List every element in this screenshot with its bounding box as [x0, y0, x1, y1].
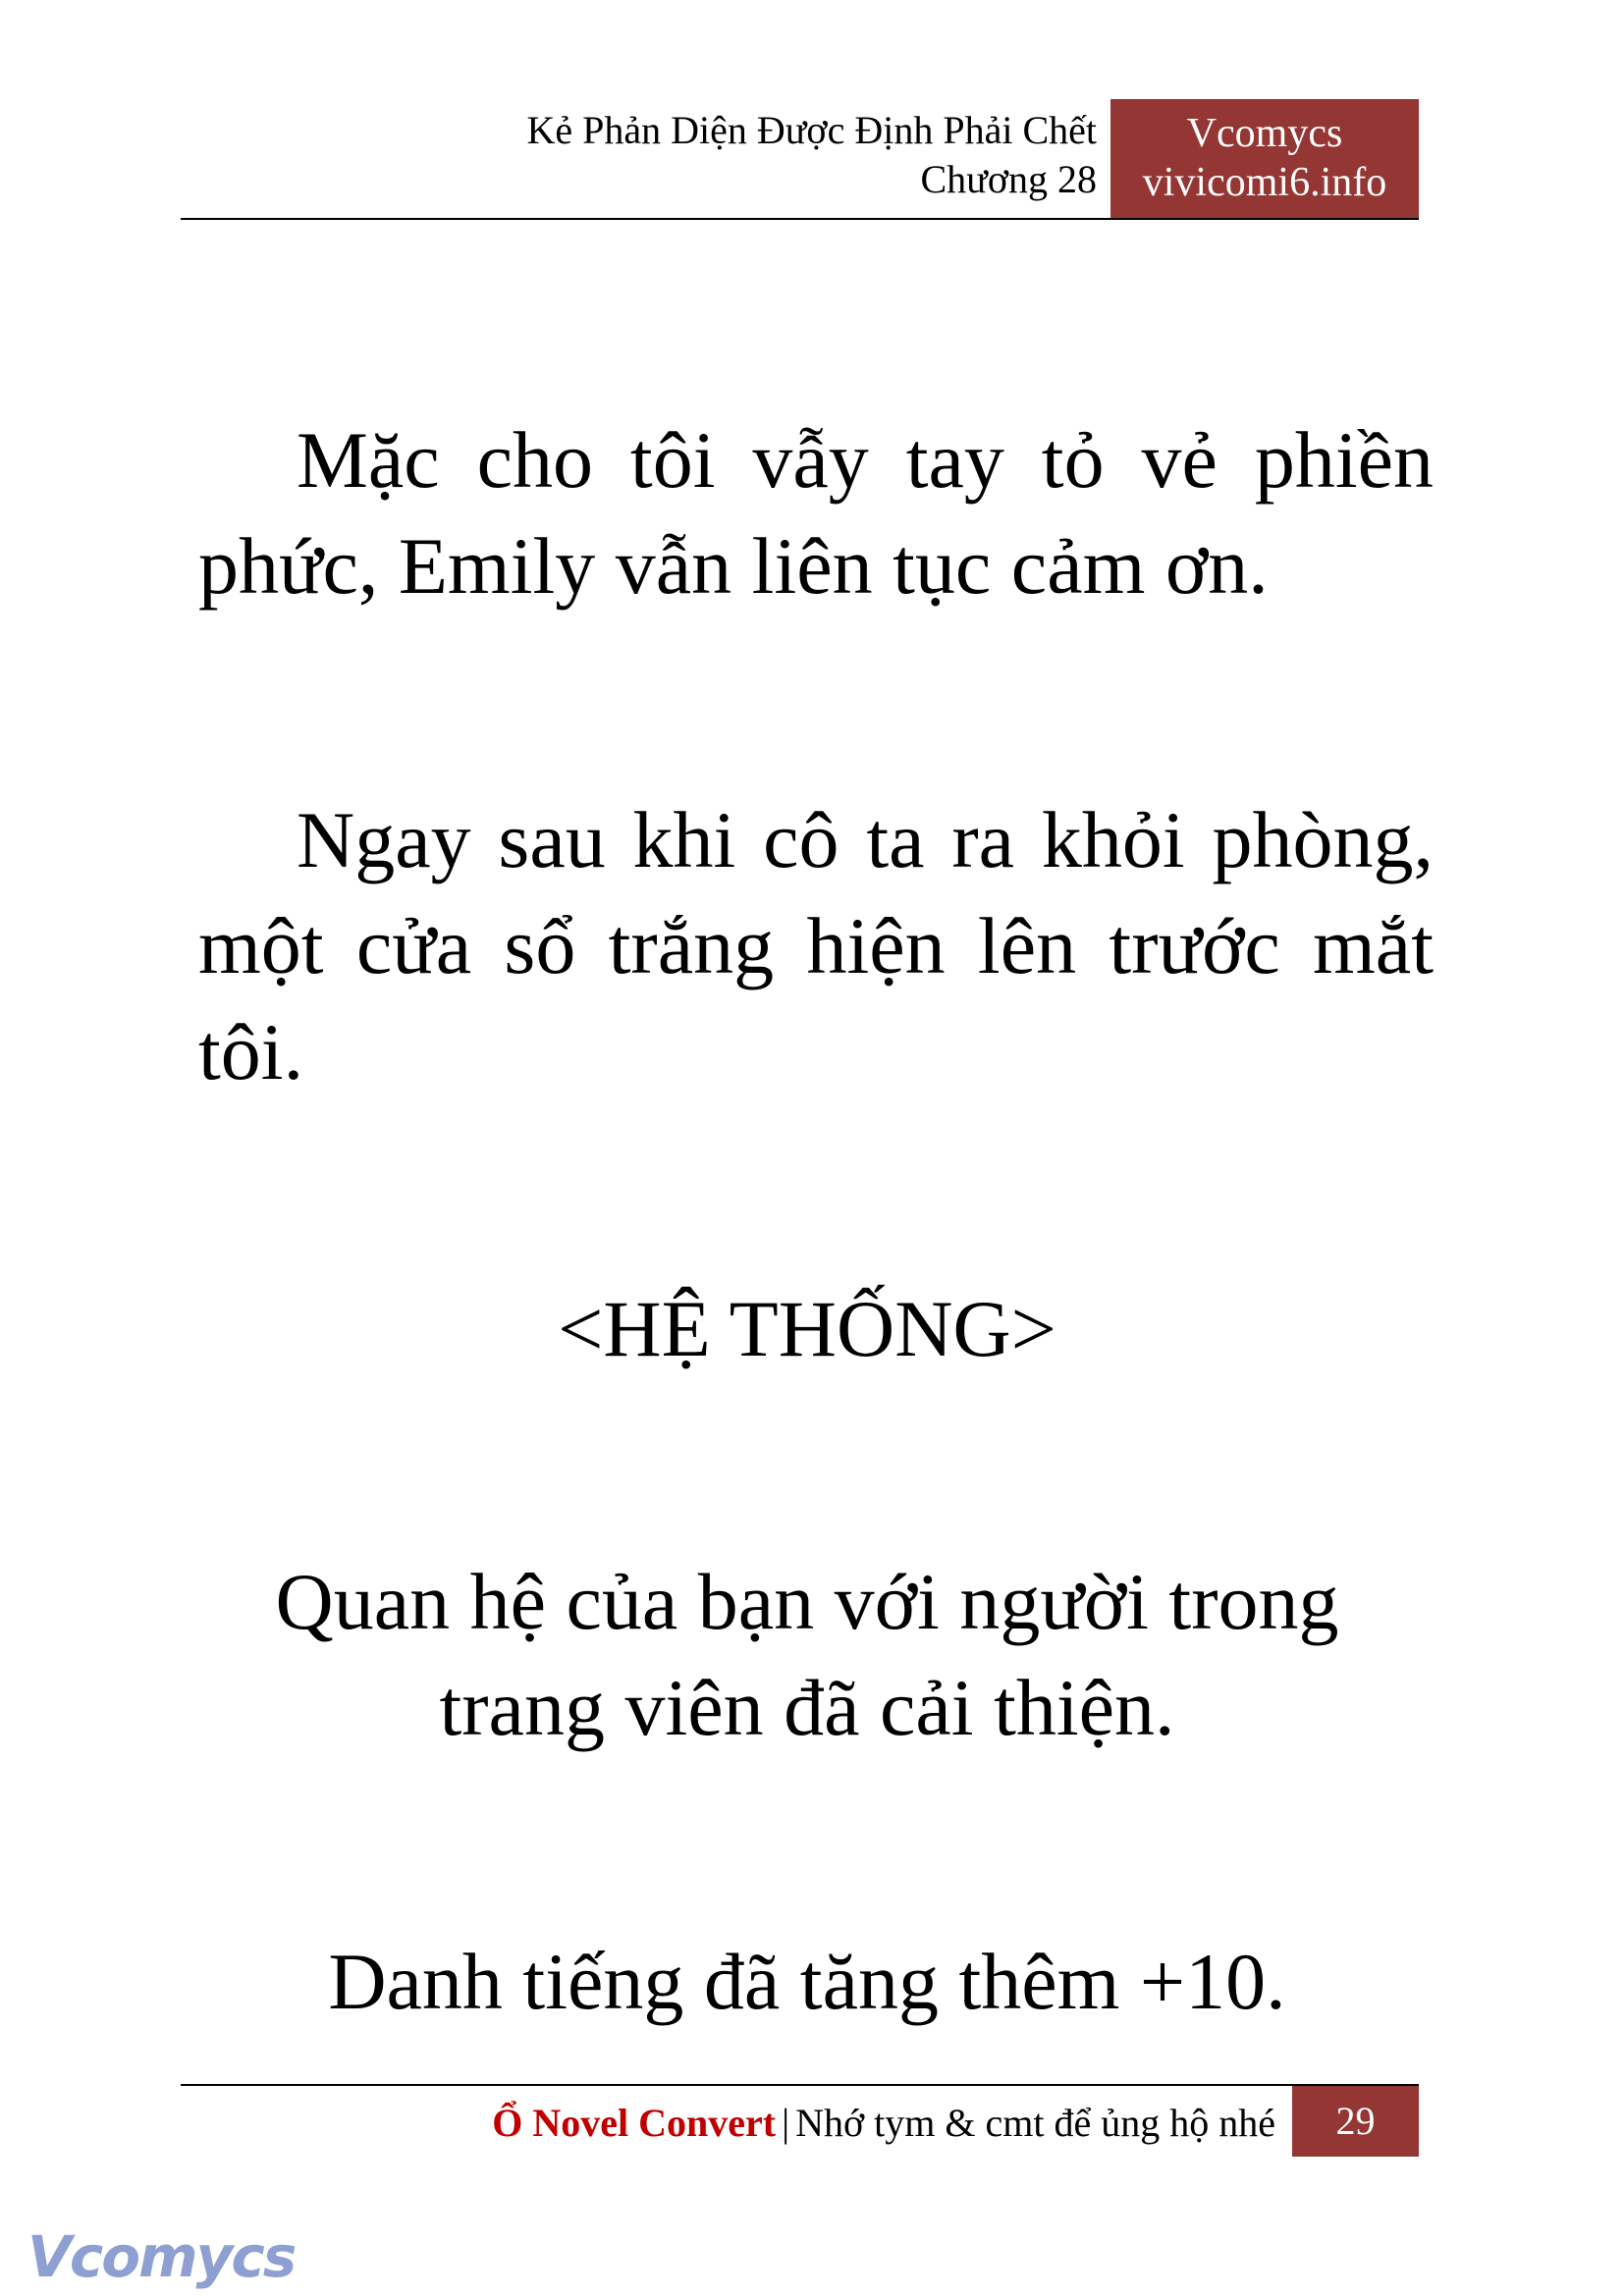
page-header: [409, 106, 1097, 204]
system-message-line-2: trang viên đã cải thiện.: [439, 1663, 1175, 1752]
paragraph-2-text: Ngay sau khi cô ta ra khỏi phòng, một cửa sổ trắng hiện lên trước mắt tôi.: [198, 795, 1434, 1096]
chapter-label: Chương 28: [920, 157, 1097, 201]
system-message-relation: [181, 1549, 1434, 1761]
page-number: 29: [1292, 2086, 1419, 2157]
badge-site-name: Vcomycs: [1186, 111, 1343, 156]
header-divider: [181, 218, 1419, 220]
paragraph-1: [198, 407, 1434, 619]
paragraph-1-text: Mặc cho tôi vẫy tay tỏ vẻ phiền phức, Emily vẫn liên tục cảm ơn.: [198, 415, 1434, 611]
book-title: Kẻ Phản Diện Được Định Phải Chết: [526, 108, 1097, 152]
footer-message: Nhớ tym & cmt để ủng hộ nhé: [795, 2101, 1275, 2145]
footer-separator: |: [782, 2101, 790, 2145]
badge-site-url: vivicomi6.info: [1142, 160, 1387, 205]
header-badge: [1110, 99, 1419, 219]
footer-divider: [181, 2084, 1419, 2086]
vcomycs-logo: Vcomycs: [27, 2223, 296, 2290]
system-title: <HỆ THỐNG>: [558, 1284, 1056, 1373]
paragraph-2: [198, 787, 1434, 1105]
page-footer: [492, 2096, 1275, 2151]
footer-brand: Ổ Novel Convert: [492, 2101, 777, 2145]
system-message-line-1: Quan hệ của bạn với người trong: [275, 1557, 1339, 1646]
system-message-reputation: Danh tiếng đã tăng thêm +10.: [328, 1937, 1286, 2026]
